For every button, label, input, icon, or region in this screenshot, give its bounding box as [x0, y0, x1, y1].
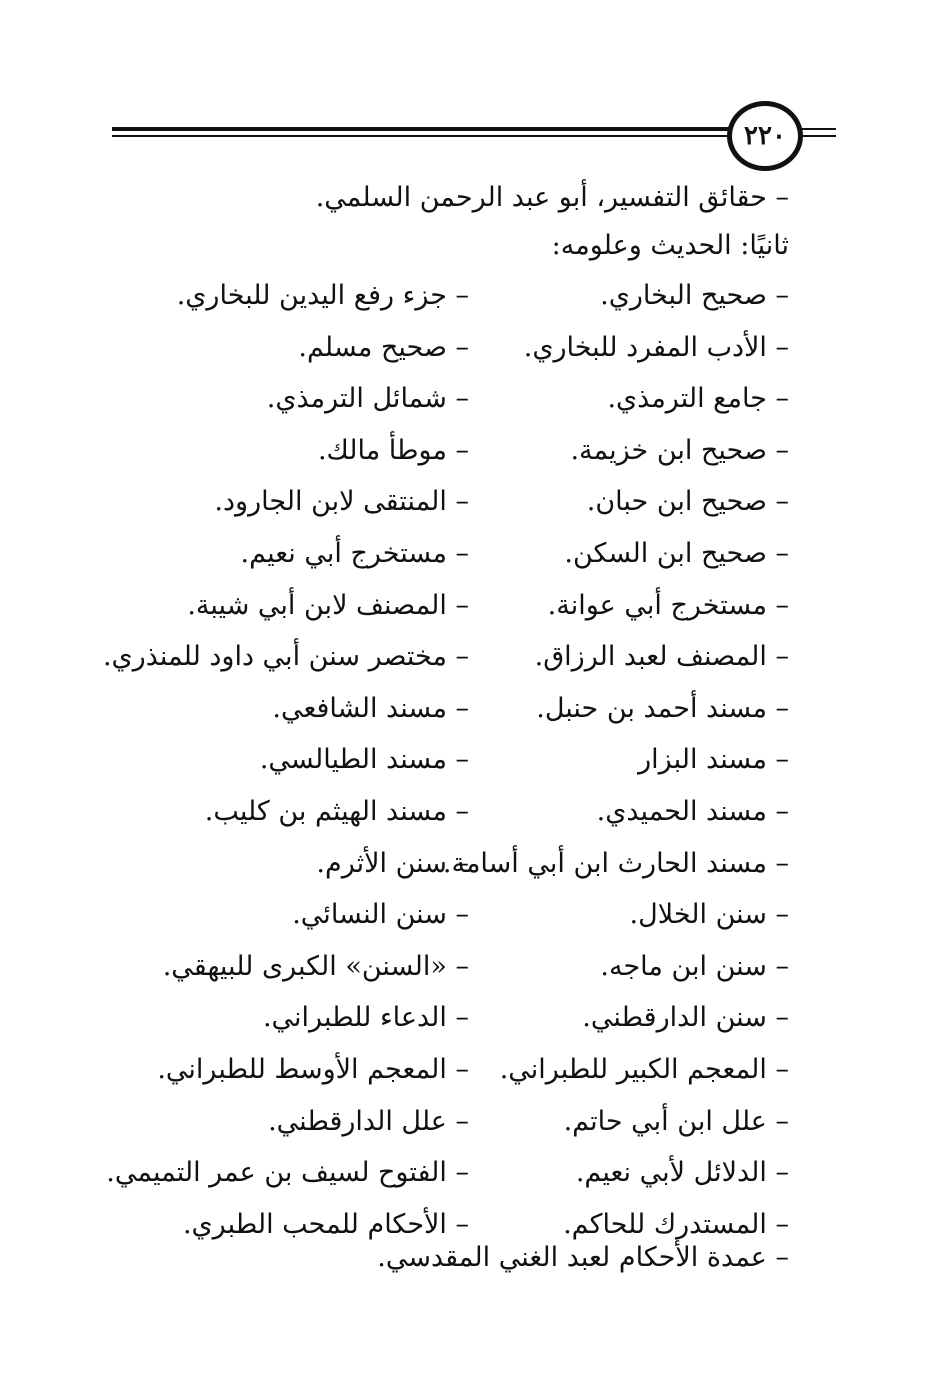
list-item: – مسند الطيالسي. [259, 744, 469, 775]
list-item: – الدلائل لأبي نعيم. [575, 1157, 789, 1188]
list-item: – المعجم الكبير للطبراني. [499, 1054, 789, 1085]
list-item: – المستدرك للحاكم. [563, 1209, 789, 1240]
list-item: – علل الدارقطني. [268, 1106, 469, 1137]
list-item: – علل ابن أبي حاتم. [563, 1106, 789, 1137]
header-rule-thick [112, 127, 730, 131]
list-item: – جامع الترمذي. [607, 383, 789, 414]
list-item: – «السنن» الكبرى للبيهقي. [162, 951, 469, 982]
list-item: – صحيح ابن خزيمة. [570, 435, 789, 466]
list-item: – المعجم الأوسط للطبراني. [157, 1054, 469, 1085]
list-item: – الأدب المفرد للبخاري. [523, 332, 789, 363]
page-number: ٢٢٠ [727, 101, 803, 171]
list-item: – شمائل الترمذي. [266, 383, 469, 414]
list-item: – سنن الدارقطني. [582, 1002, 789, 1033]
header-rule-right-bottom [800, 135, 836, 137]
final-line: – عمدة الأحكام لعبد الغني المقدسي. [377, 1242, 789, 1273]
section-heading: ثانيًا: الحديث وعلومه: [551, 230, 789, 261]
list-item: – سنن الأثرم. [316, 848, 469, 879]
list-item: – مسند الحارث ابن أبي أسامة. [442, 848, 789, 879]
list-item: – المصنف لابن أبي شيبة. [187, 590, 469, 621]
list-item: – مختصر سنن أبي داود للمنذري. [102, 641, 469, 672]
list-item: – الفتوح لسيف بن عمر التميمي. [106, 1157, 469, 1188]
list-item: – سنن الخلال. [629, 899, 789, 930]
list-item: – جزء رفع اليدين للبخاري. [176, 280, 469, 311]
list-item: – سنن النسائي. [292, 899, 469, 930]
list-item: – مستخرج أبي عوانة. [547, 590, 789, 621]
list-item: – مسند الهيثم بن كليب. [204, 796, 469, 827]
intro-line: – حقائق التفسير، أبو عبد الرحمن السلمي. [315, 182, 789, 213]
header-rule-thin [112, 135, 730, 137]
list-item: – مسند أحمد بن حنبل. [536, 693, 789, 724]
list-item: – مسند البزار [638, 744, 789, 775]
list-item: – المصنف لعبد الرزاق. [534, 641, 789, 672]
list-item: – صحيح البخاري. [600, 280, 789, 311]
list-item: – المنتقى لابن الجارود. [214, 486, 469, 517]
header-rule-right-top [800, 128, 836, 130]
list-item: – الأحكام للمحب الطبري. [182, 1209, 469, 1240]
list-item: – الدعاء للطبراني. [262, 1002, 469, 1033]
list-item: – صحيح ابن السكن. [564, 538, 789, 569]
list-item: – مستخرج أبي نعيم. [240, 538, 469, 569]
list-item: – صحيح مسلم. [298, 332, 469, 363]
list-item: – سنن ابن ماجه. [600, 951, 789, 982]
list-item: – موطأ مالك. [317, 435, 469, 466]
list-item: – مسند الشافعي. [272, 693, 469, 724]
list-item: – مسند الحميدي. [596, 796, 789, 827]
list-item: – صحيح ابن حبان. [586, 486, 789, 517]
